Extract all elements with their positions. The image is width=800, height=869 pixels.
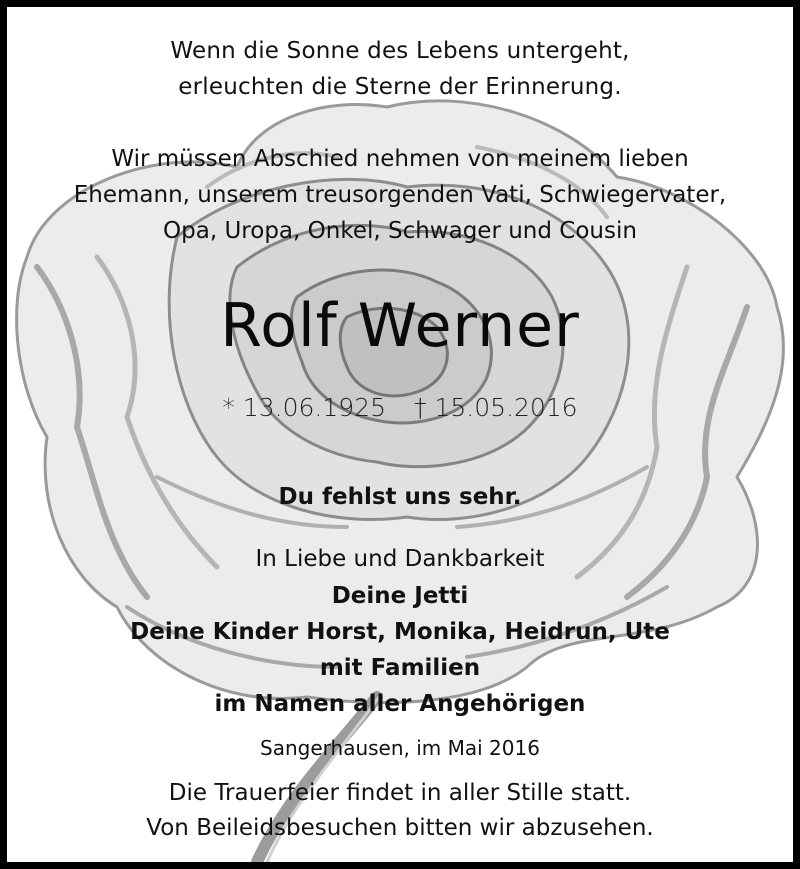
birth-date: * 13.06.1925 bbox=[222, 393, 386, 422]
intro-line-2: Ehemann, unserem treusorgenden Vati, Schwiegervater, bbox=[73, 182, 727, 208]
place-and-date: Sangerhausen, im Mai 2016 bbox=[260, 736, 540, 760]
signature-line-2: Deine Kinder Horst, Monika, Heidrun, Ute bbox=[130, 619, 670, 645]
deceased-name: Rolf Werner bbox=[220, 291, 580, 361]
message: Du fehlst uns sehr. bbox=[278, 484, 522, 510]
motto-line-2: erleuchten die Sterne der Erinnerung. bbox=[178, 74, 622, 100]
notice-line-1: Die Trauerfeier findet in aller Stille statt. bbox=[168, 780, 632, 806]
notice-line-2: Von Beileidsbesuchen bitten wir abzusehen. bbox=[146, 815, 654, 841]
signature-line-4: im Namen aller Angehörigen bbox=[214, 691, 586, 717]
intro-line-1: Wir müssen Abschied nehmen von meinem lieben bbox=[111, 146, 689, 172]
life-dates bbox=[7, 391, 793, 425]
motto-line-1: Wenn die Sonne des Lebens untergeht, bbox=[170, 38, 630, 64]
obituary-text bbox=[7, 7, 793, 862]
death-date: † 15.05.2016 bbox=[414, 393, 578, 422]
signature-line-1: Deine Jetti bbox=[331, 583, 469, 609]
signature-intro: In Liebe und Dankbarkeit bbox=[255, 546, 545, 572]
intro-line-3: Opa, Uropa, Onkel, Schwager und Cousin bbox=[163, 218, 637, 244]
signature-line-3: mit Familien bbox=[319, 655, 481, 681]
